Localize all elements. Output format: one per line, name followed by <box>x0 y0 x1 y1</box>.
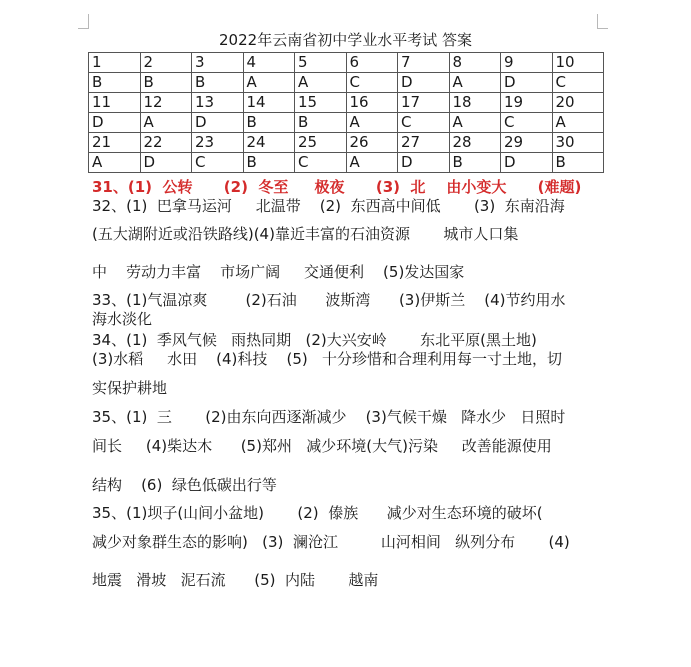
answer-cell: C <box>501 113 553 133</box>
question-number-cell: 4 <box>243 53 295 73</box>
question-number-cell: 26 <box>346 133 398 153</box>
answer-cell: A <box>243 73 295 93</box>
answer-cell: A <box>346 153 398 173</box>
question-number-cell: 13 <box>192 93 244 113</box>
answer-cell: A <box>346 113 398 133</box>
answer-cell: B <box>89 73 141 93</box>
answer-cell: A <box>552 113 604 133</box>
question-number-cell: 17 <box>398 93 450 113</box>
answer-cell: B <box>243 113 295 133</box>
answer-cell: B <box>243 153 295 173</box>
table-row <box>89 93 604 113</box>
table-row <box>89 113 604 133</box>
table-row <box>89 53 604 73</box>
table-row <box>89 133 604 153</box>
question-number-cell: 5 <box>295 53 347 73</box>
answer-cell: B <box>192 73 244 93</box>
answer-cell: A <box>89 153 141 173</box>
answer-table <box>88 52 604 173</box>
answer-cell: C <box>552 73 604 93</box>
table-row <box>89 153 604 173</box>
answer-cell: D <box>398 73 450 93</box>
question-number-cell: 3 <box>192 53 244 73</box>
question-number-cell: 6 <box>346 53 398 73</box>
question-number-cell: 1 <box>89 53 141 73</box>
answer-cell: B <box>295 113 347 133</box>
answer-34-line-2: (3)水稻 水田 (4)科技 (5) 十分珍惜和合理利用每一寸土地，切 <box>92 350 563 368</box>
question-number-cell: 18 <box>449 93 501 113</box>
answer-cell: D <box>140 153 192 173</box>
question-number-cell: 2 <box>140 53 192 73</box>
answer-cell: C <box>346 73 398 93</box>
question-number-cell: 28 <box>449 133 501 153</box>
answer-31: 31、(1) 公转 (2) 冬至 极夜 (3) 北 由小变大 (难题) <box>92 178 582 196</box>
answer-cell: A <box>449 113 501 133</box>
answer-32-line-2: (五大湖附近或沿铁路线)(4)靠近丰富的石油资源 城市人口集 <box>92 225 519 243</box>
question-number-cell: 21 <box>89 133 141 153</box>
question-number-cell: 8 <box>449 53 501 73</box>
answer-35-line-3: 结构 (6) 绿色低碳出行等 <box>92 476 277 494</box>
page-title: 2022年云南省初中学业水平考试 答案 <box>219 31 472 49</box>
answer-cell: A <box>140 113 192 133</box>
answer-33-line-1: 33、(1)气温凉爽 (2)石油 波斯湾 (3)伊斯兰 (4)节约用水 <box>92 291 566 309</box>
question-number-cell: 20 <box>552 93 604 113</box>
answer-cell: D <box>192 113 244 133</box>
question-number-cell: 7 <box>398 53 450 73</box>
question-number-cell: 15 <box>295 93 347 113</box>
answer-35-line-1: 35、(1) 三 (2)由东向西逐渐减少 (3)气候干燥 降水少 日照时 <box>92 408 566 426</box>
page-corner-mark-top-left <box>78 14 89 29</box>
answer-cell: D <box>398 153 450 173</box>
table-row <box>89 73 604 93</box>
question-number-cell: 24 <box>243 133 295 153</box>
answer-cell: C <box>192 153 244 173</box>
question-number-cell: 22 <box>140 133 192 153</box>
answer-cell: C <box>398 113 450 133</box>
answer-cell: B <box>552 153 604 173</box>
question-number-cell: 25 <box>295 133 347 153</box>
answer-36-line-3: 地震 滑坡 泥石流 (5) 内陆 越南 <box>92 571 379 589</box>
answer-34-line-1: 34、(1) 季风气候 雨热同期 (2)大兴安岭 东北平原(黑土地) <box>92 331 537 349</box>
question-number-cell: 16 <box>346 93 398 113</box>
question-number-cell: 27 <box>398 133 450 153</box>
answer-cell: D <box>501 153 553 173</box>
answer-36-line-1: 35、(1)坝子(山间小盆地) (2) 傣族 减少对生态环境的破坏( <box>92 504 543 522</box>
question-number-cell: 9 <box>501 53 553 73</box>
answer-cell: A <box>295 73 347 93</box>
answer-34-line-3: 实保护耕地 <box>92 379 168 397</box>
answer-cell: D <box>501 73 553 93</box>
answer-32-line-1: 32、(1) 巴拿马运河 北温带 (2) 东西高中间低 (3) 东南沿海 <box>92 197 565 215</box>
question-number-cell: 23 <box>192 133 244 153</box>
answer-cell: C <box>295 153 347 173</box>
question-number-cell: 11 <box>89 93 141 113</box>
question-number-cell: 19 <box>501 93 553 113</box>
question-number-cell: 29 <box>501 133 553 153</box>
answer-cell: D <box>89 113 141 133</box>
answer-cell: B <box>449 153 501 173</box>
page-corner-mark-top-right <box>597 14 608 29</box>
answer-cell: A <box>449 73 501 93</box>
answer-32-line-3: 中 劳动力丰富 市场广阔 交通便利 (5)发达国家 <box>92 263 465 281</box>
question-number-cell: 14 <box>243 93 295 113</box>
question-number-cell: 10 <box>552 53 604 73</box>
question-number-cell: 30 <box>552 133 604 153</box>
question-number-cell: 12 <box>140 93 192 113</box>
answer-36-line-2: 减少对象群生态的影响) (3) 澜沧江 山河相间 纵列分布 (4) <box>92 533 570 551</box>
answer-33-line-2: 海水淡化 <box>92 310 153 328</box>
answer-35-line-2: 间长 (4)柴达木 (5)郑州 减少环境(大气)污染 改善能源使用 <box>92 437 552 455</box>
answer-cell: B <box>140 73 192 93</box>
